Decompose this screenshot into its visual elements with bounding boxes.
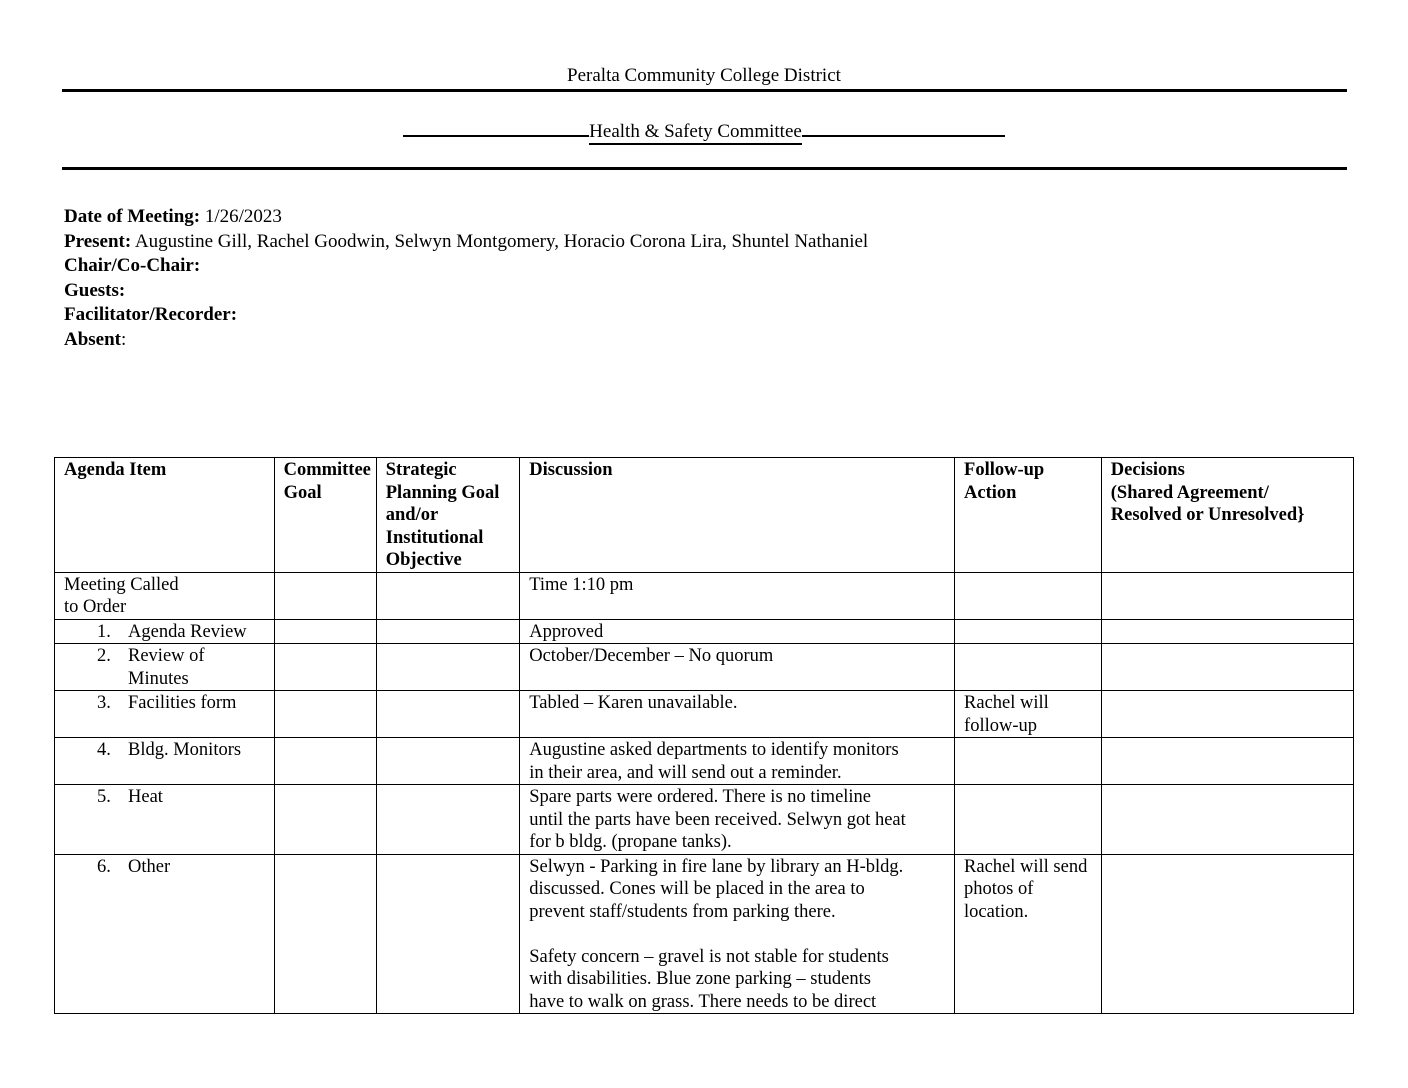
agenda-item-cell (55, 854, 275, 1014)
followup-cell (955, 738, 1102, 785)
decisions-cell (1101, 644, 1353, 691)
date-label: Date of Meeting: (64, 206, 201, 227)
followup-cell (955, 572, 1102, 619)
strategic-goal-cell (376, 785, 519, 855)
discussion-text: Time 1:10 pm (529, 574, 634, 595)
strategic-goal-cell (376, 644, 519, 691)
date-row (64, 205, 1264, 230)
header-decisions (1101, 458, 1353, 573)
absent-row (64, 328, 1264, 353)
committee-goal-cell (274, 644, 376, 691)
underline-right (802, 117, 1005, 137)
header-committee-goal-line2: Goal (283, 482, 322, 503)
discussion-line1: Selwyn - Parking in fire lane by library an H-bldg. (529, 856, 904, 877)
discussion-cell (520, 619, 955, 644)
header-discussion (520, 458, 955, 573)
header-followup-line2: Action (964, 482, 1017, 503)
underline-left (403, 117, 589, 137)
discussion-line1: Spare parts were ordered. There is no timeline (529, 787, 872, 807)
strategic-goal-cell (376, 854, 519, 1014)
table-row (55, 738, 1354, 785)
header-decisions-line2: (Shared Agreement/ (1110, 482, 1269, 503)
item-number: 6. (97, 856, 111, 877)
decisions-cell (1101, 854, 1353, 1014)
chair-label: Chair/Co-Chair: (64, 255, 201, 276)
strategic-goal-cell (376, 619, 519, 644)
agenda-item-cell (55, 644, 275, 691)
item-number: 4. (97, 740, 111, 760)
discussion-text: Tabled – Karen unavailable. (529, 693, 738, 713)
followup-line2: follow-up (964, 715, 1037, 736)
discussion-line3: prevent staff/students from parking there. (529, 901, 836, 922)
header-strategic-goal (376, 458, 519, 573)
discussion-cell (520, 854, 955, 1014)
discussion-line6: have to walk on grass. There needs to be direct (529, 991, 877, 1012)
decisions-cell (1101, 785, 1353, 855)
header-agenda-item-text: Agenda Item (64, 460, 167, 480)
item-label (128, 645, 266, 690)
header-followup-line1: Follow-up (964, 460, 1045, 480)
absent-label: Absent (64, 328, 122, 350)
followup-cell (955, 691, 1102, 738)
present-row (64, 230, 1264, 255)
header-followup (955, 458, 1102, 573)
strategic-goal-cell (376, 738, 519, 785)
discussion-line2: discussed. Cones will be placed in the area to (529, 879, 865, 899)
item-label-line1: Review of (128, 646, 205, 666)
facilitator-label: Facilitator/Recorder: (64, 304, 238, 325)
discussion-line3: for b bldg. (propane tanks). (529, 832, 732, 852)
numbered-item (64, 786, 266, 809)
header-agenda-item (55, 458, 275, 573)
agenda-item-line1: Meeting Called (64, 574, 179, 595)
meeting-info (64, 205, 1264, 352)
item-label: Agenda Review (128, 621, 247, 642)
committee-goal-cell (274, 619, 376, 644)
discussion-text: October/December – No quorum (529, 646, 774, 666)
header-decisions-line3: Resolved or Unresolved} (1110, 505, 1305, 525)
followup-cell (955, 785, 1102, 855)
header-strategic-line5: Objective (385, 550, 462, 570)
discussion-line2: until the parts have been received. Selwyn got heat (529, 809, 906, 830)
agenda-item-cell (55, 691, 275, 738)
header-strategic-line1: Strategic (385, 460, 457, 480)
header-decisions-line1: Decisions (1110, 460, 1185, 480)
guests-label: Guests: (64, 279, 126, 301)
header-rule-bottom (62, 167, 1347, 170)
header-strategic-line2: Planning Goal (385, 482, 500, 503)
strategic-goal-cell (376, 691, 519, 738)
discussion-line1: Augustine asked departments to identify monitors (529, 740, 899, 760)
committee-goal-cell (274, 785, 376, 855)
decisions-cell (1101, 619, 1353, 644)
discussion-line4: Safety concern – gravel is not stable for students (529, 946, 889, 967)
item-label: Bldg. Monitors (128, 740, 242, 760)
committee-title: Health & Safety Committee (589, 121, 802, 145)
discussion-line5: with disabilities. Blue zone parking – students (529, 969, 871, 989)
followup-line3: location. (964, 901, 1029, 922)
absent-colon: : (121, 328, 127, 350)
district-title: Peralta Community College District (567, 65, 841, 86)
header-discussion-text: Discussion (529, 460, 613, 480)
agenda-item-cell (55, 738, 275, 785)
chair-row (64, 254, 1264, 279)
header-strategic-line3: and/or (385, 505, 439, 525)
table-row (55, 619, 1354, 644)
numbered-item (64, 739, 266, 762)
table-row (55, 854, 1354, 1014)
header-strategic-line4: Institutional (385, 527, 484, 548)
discussion-cell (520, 738, 955, 785)
agenda-item-cell (55, 619, 275, 644)
followup-cell (955, 854, 1102, 1014)
date-value: 1/26/2023 (204, 206, 282, 227)
committee-title-line (0, 117, 1408, 144)
followup-cell (955, 644, 1102, 691)
committee-goal-cell (274, 854, 376, 1014)
decisions-cell (1101, 738, 1353, 785)
header-committee-goal (274, 458, 376, 573)
discussion-text: Approved (529, 621, 604, 642)
committee-goal-cell (274, 572, 376, 619)
paragraph-gap (529, 923, 946, 946)
followup-line1: Rachel will send (964, 856, 1088, 877)
table-header-row (55, 458, 1354, 573)
discussion-cell (520, 691, 955, 738)
table-row (55, 572, 1354, 619)
present-value: Augustine Gill, Rachel Goodwin, Selwyn Montgomery, Horacio Corona Lira, Shuntel Nathaniel (134, 230, 869, 252)
decisions-cell (1101, 691, 1353, 738)
item-number: 1. (97, 621, 111, 642)
facilitator-row (64, 303, 1264, 328)
table-row (55, 691, 1354, 738)
followup-cell (955, 619, 1102, 644)
numbered-item (64, 621, 266, 644)
discussion-cell (520, 785, 955, 855)
discussion-cell (520, 572, 955, 619)
agenda-item-cell (55, 785, 275, 855)
table-row (55, 785, 1354, 855)
followup-line1: Rachel will (964, 693, 1049, 713)
decisions-cell (1101, 572, 1353, 619)
agenda-item-line2: to Order (64, 597, 127, 617)
item-label: Facilities form (128, 693, 237, 713)
item-number: 3. (97, 693, 111, 713)
guests-row (64, 279, 1264, 304)
item-label: Other (128, 856, 171, 877)
item-number: 5. (97, 787, 111, 807)
agenda-item-cell (55, 572, 275, 619)
present-label: Present: (64, 230, 132, 252)
numbered-item (64, 645, 266, 690)
table-row (55, 644, 1354, 691)
header-committee-goal-line1: Committee (283, 460, 371, 480)
agenda-table (54, 457, 1354, 1014)
committee-goal-cell (274, 738, 376, 785)
discussion-line2: in their area, and will send out a reminder. (529, 762, 842, 783)
strategic-goal-cell (376, 572, 519, 619)
item-label: Heat (128, 787, 163, 807)
numbered-item (64, 856, 266, 879)
followup-line2: photos of (964, 879, 1034, 899)
item-number: 2. (97, 646, 111, 666)
item-label-line2: Minutes (128, 668, 189, 689)
numbered-item (64, 692, 266, 715)
discussion-cell (520, 644, 955, 691)
header-rule-top (62, 89, 1347, 92)
committee-goal-cell (274, 691, 376, 738)
